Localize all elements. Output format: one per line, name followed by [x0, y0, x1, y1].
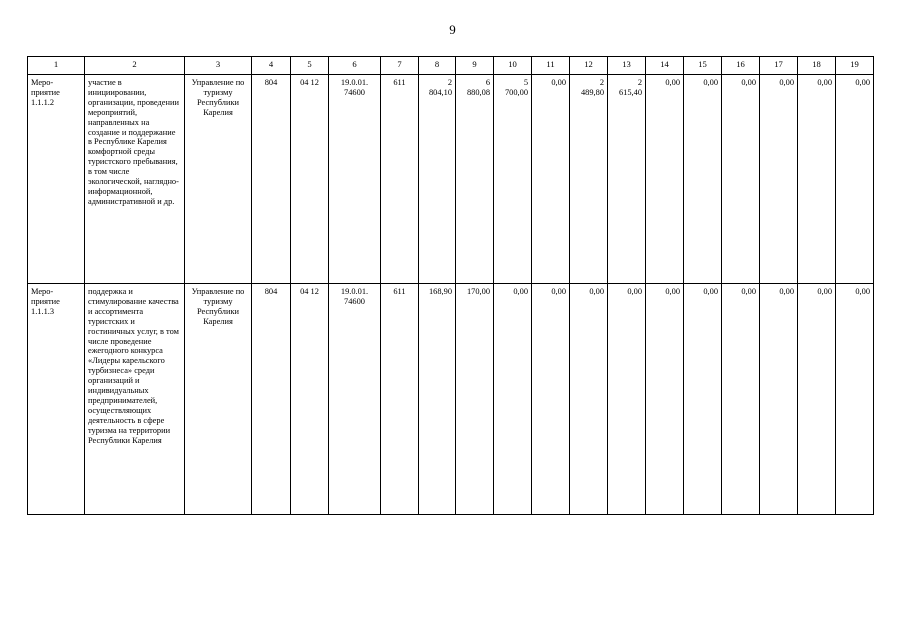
- table-cell: 0,00: [760, 284, 798, 515]
- table-cell: 611: [381, 284, 419, 515]
- column-header: 9: [456, 57, 494, 75]
- column-header: 12: [570, 57, 608, 75]
- table-cell: 0,00: [684, 284, 722, 515]
- activity-code-cell: Меро- приятие 1.1.1.2: [28, 75, 85, 284]
- budget-table: [27, 56, 874, 515]
- column-header: 14: [646, 57, 684, 75]
- table-cell: 804: [252, 75, 291, 284]
- page-number: 9: [449, 22, 456, 37]
- column-header: 10: [494, 57, 532, 75]
- table-cell: 0,00: [532, 75, 570, 284]
- table-cell: 6 880,08: [456, 75, 494, 284]
- activity-code-cell: Меро- приятие 1.1.1.3: [28, 284, 85, 515]
- column-header: 4: [252, 57, 291, 75]
- column-header: 8: [419, 57, 456, 75]
- table-cell: 2 489,80: [570, 75, 608, 284]
- table-cell: 0,00: [836, 284, 874, 515]
- table-cell: 804: [252, 284, 291, 515]
- table-cell: 0,00: [532, 284, 570, 515]
- executor-cell: Управление по туризму Республики Карелия: [185, 75, 252, 284]
- table-cell: 0,00: [760, 75, 798, 284]
- activity-description-cell: поддержка и стимулирование качества и ассортимента туристских и гостиничных услуг, в том числе проведение ежегодного конкурса «Лидеры карельского турбизнеса» среди организаций и индивидуальных предпринимателей, осуществляющих деятельность в сфере туризма на территории Республики Карелия: [85, 284, 185, 515]
- table-cell: 19.0.01. 74600: [329, 75, 381, 284]
- table-cell: 0,00: [646, 75, 684, 284]
- column-header: 18: [798, 57, 836, 75]
- table-cell: 0,00: [646, 284, 684, 515]
- table-row: [28, 284, 874, 515]
- column-header: 19: [836, 57, 874, 75]
- table-cell: 0,00: [494, 284, 532, 515]
- column-header: 6: [329, 57, 381, 75]
- column-header: 3: [185, 57, 252, 75]
- column-header: 15: [684, 57, 722, 75]
- column-number-row: [28, 57, 874, 75]
- column-header: 2: [85, 57, 185, 75]
- column-header: 1: [28, 57, 85, 75]
- table-cell: 0,00: [684, 75, 722, 284]
- table-cell: 611: [381, 75, 419, 284]
- column-header: 11: [532, 57, 570, 75]
- table-cell: 0,00: [608, 284, 646, 515]
- column-header: 17: [760, 57, 798, 75]
- table-cell: 5 700,00: [494, 75, 532, 284]
- table-cell: 0,00: [836, 75, 874, 284]
- table-cell: 04 12: [291, 284, 329, 515]
- table-cell: 0,00: [722, 75, 760, 284]
- column-header: 5: [291, 57, 329, 75]
- executor-cell: Управление по туризму Республики Карелия: [185, 284, 252, 515]
- table-cell: 0,00: [570, 284, 608, 515]
- table-cell: 0,00: [798, 75, 836, 284]
- table-cell: 19.0.01. 74600: [329, 284, 381, 515]
- table-cell: 04 12: [291, 75, 329, 284]
- table-row: [28, 75, 874, 284]
- table-cell: 0,00: [722, 284, 760, 515]
- table-cell: 170,00: [456, 284, 494, 515]
- column-header: 13: [608, 57, 646, 75]
- column-header: 16: [722, 57, 760, 75]
- table-cell: 2 615,40: [608, 75, 646, 284]
- table-cell: 168,90: [419, 284, 456, 515]
- activity-description-cell: участие в инициировании, организации, проведении мероприятий, направленных на создание и поддержание в Республике Карелия комфортной среды туристского пребывания, в том числе экологической, наглядно-информационной, административной и др.: [85, 75, 185, 284]
- table-cell: 2 804,10: [419, 75, 456, 284]
- table-cell: 0,00: [798, 284, 836, 515]
- column-header: 7: [381, 57, 419, 75]
